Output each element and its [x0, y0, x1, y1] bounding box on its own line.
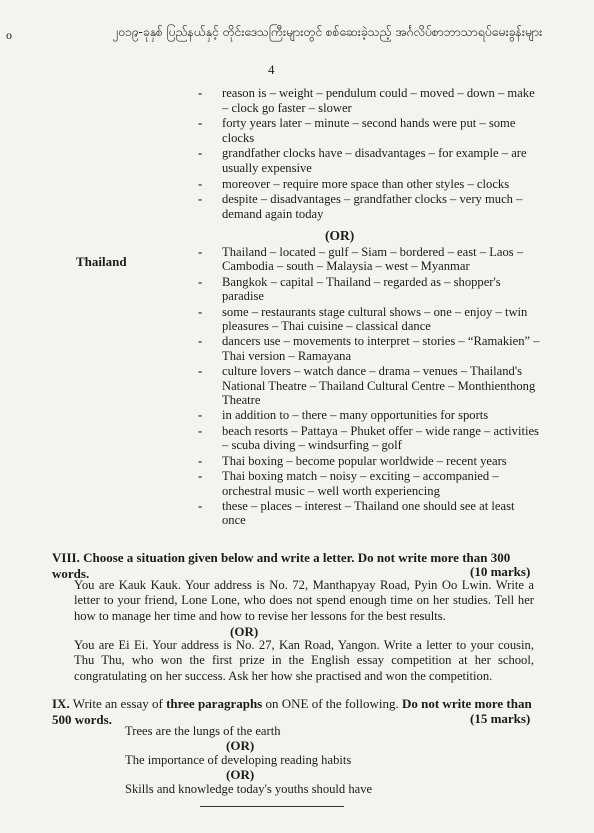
- list-item: - dancers use – movements to interpret – stories – “Ramakien” – Thai version – Ramayana: [198, 334, 540, 363]
- list-item: - Thailand – located – gulf – Siam – bordered – east – Laos – Cambodia – south – Malaysia – west – Myanmar: [198, 245, 524, 274]
- list-item: - reason is – weight – pendulum could – moved – down – make – clock go faster – slower: [198, 86, 535, 115]
- or-separator: (OR): [226, 738, 255, 753]
- essay-topic-1: Trees are the lungs of the earth: [125, 724, 281, 738]
- page-number: 4: [268, 62, 275, 77]
- essay-topic-3: Skills and knowledge today's youths should have: [125, 782, 373, 796]
- question-8-heading: [52, 550, 542, 581]
- header-title: ၂၀၁၉-ခုနှစ် ပြည်နယ်နှင့် တိုင်းဒေသကြီးများတွင် စစ်ဆေးခဲ့သည့် အင်္ဂလိပ်စာဘာသာရပ်မေးခွန်းများ: [112, 24, 543, 39]
- list-item: - grandfather clocks have – disadvantages – for example – are usually expensive: [198, 146, 527, 175]
- list-item: - Thai boxing – become popular worldwide – recent years: [198, 453, 507, 468]
- letter-option-2: You are Ei Ei. Your address is No. 27, Kan Road, Yangon. Write a letter to your cousin, Thu Thu, who won the first prize in the English essay competition at her school, congratulating on her success. Ask her how she practised and won the competition.: [74, 638, 534, 683]
- or-separator: (OR): [325, 228, 355, 243]
- list-item: - culture lovers – watch dance – drama – venues – Thailand's National Theatre – Thailand Cultural Centre – Monthienthong Theatre: [198, 364, 536, 408]
- bullet-list-clocks: [196, 86, 541, 222]
- list-item: - these – places – interest – Thailand one should see at least once: [198, 498, 515, 528]
- question-instruction: Choose a situation given below and write a letter. Do not write more than 300 words.: [52, 550, 511, 581]
- letter-option-1: You are Kauk Kauk. Your address is No. 72, Manthapyay Road, Pyin Oo Lwin. Write a letter to your friend, Lone Lone, who does not spend enough time on her studies. Tell her how to manage her time and how to revise her lessons for the best results.: [74, 578, 534, 623]
- question-9-heading: IX. Write an essay of three paragraphs on ONE of the following. Do not write more than 500 words.: [52, 696, 532, 727]
- list-item: - despite – disadvantages – grandfather clocks – very much – demand again today: [198, 192, 523, 221]
- or-separator: (OR): [230, 624, 259, 639]
- list-item: - Thai boxing match – noisy – exciting – accompanied – orchestral music – well worth experiencing: [198, 469, 499, 498]
- list-item: - forty years later – minute – second hands were put – some clocks: [198, 116, 516, 145]
- or-separator: (OR): [226, 767, 255, 782]
- question-8-marks: (10 marks): [470, 564, 531, 579]
- bullet-list-thailand: [196, 245, 541, 529]
- essay-topic-2: The importance of developing reading habits: [125, 753, 352, 767]
- end-rule: [200, 806, 344, 807]
- list-item: - Bangkok – capital – Thailand – regarded as – shopper's paradise: [198, 274, 501, 304]
- question-9-marks: (15 marks): [470, 711, 531, 726]
- list-item: - in addition to – there – many opportunities for sports: [198, 408, 489, 423]
- question-number: IX.: [52, 696, 70, 711]
- header-mark: o: [6, 28, 12, 42]
- list-item: - beach resorts – Pattaya – Phuket offer – wide range – activities – scuba diving – windsurfing – golf: [198, 423, 539, 453]
- page-header: [0, 22, 594, 46]
- list-item: - some – restaurants stage cultural shows – one – enjoy – twin pleasures – Thai cuisine – classical dance: [198, 304, 528, 334]
- topic-label-thailand: Thailand: [76, 254, 127, 269]
- question-number: VIII.: [52, 550, 80, 565]
- list-item: - moreover – require more space than other styles – clocks: [198, 176, 510, 191]
